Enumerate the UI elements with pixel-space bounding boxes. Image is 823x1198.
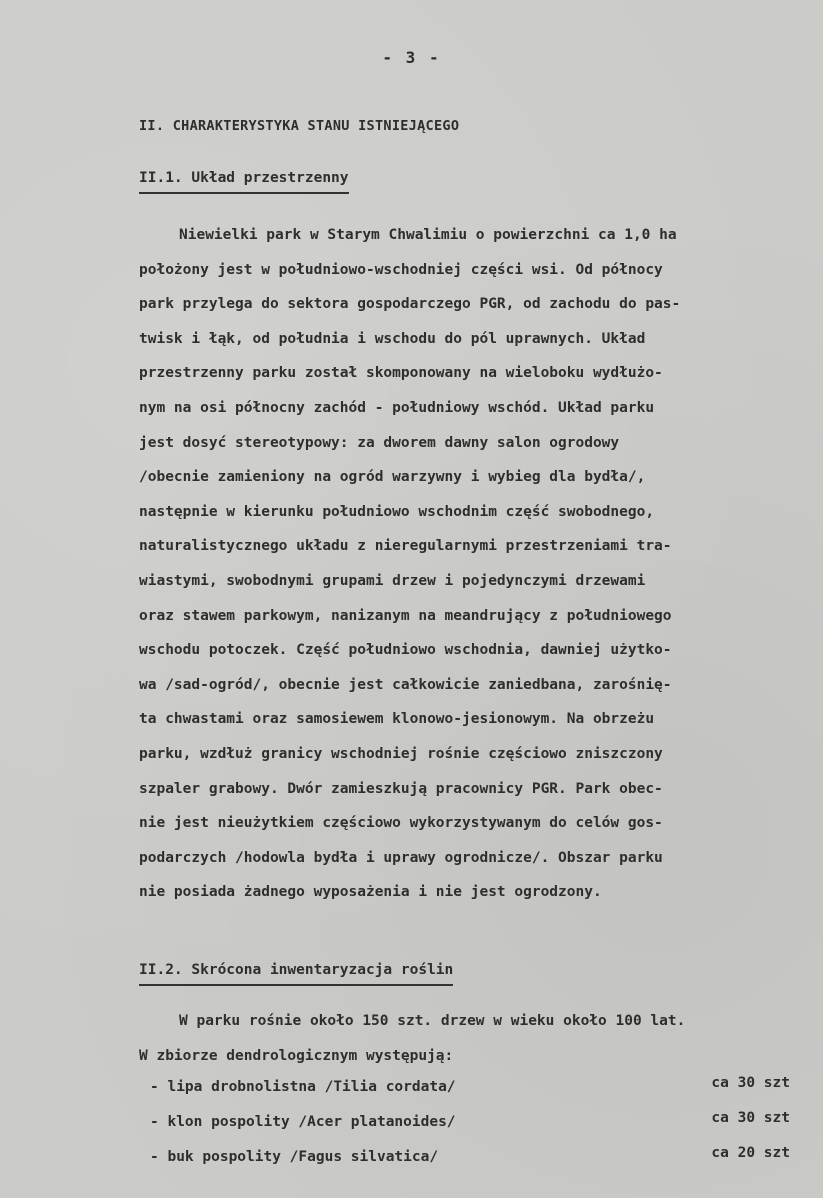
text-line: nym na osi północny zachód - południowy wschód. Układ parku (139, 399, 655, 416)
species-list (150, 1075, 790, 1180)
text-line: parku, wzdłuż granicy wschodniej rośnie częściowo zniszczony (139, 745, 663, 762)
species-name: - klon pospolity /Acer platanoides/ (150, 1114, 456, 1130)
species-quantity: ca 20 szt (711, 1145, 790, 1161)
text-line: W parku rośnie około 150 szt. drzew w wieku około 100 lat. (179, 1013, 686, 1029)
text-line: /obecnie zamieniony na ogród warzywny i wybieg dla bydła/, (139, 469, 646, 486)
section-2-heading (139, 962, 453, 986)
text-line: przestrzenny parku został skomponowany na wieloboku wydłużo- (139, 365, 663, 382)
section-2-title: II.2. Skrócona inwentaryzacja roślin (139, 962, 453, 986)
text-line: ta chwastami oraz samosiewem klonowo-jesionowym. Na obrzeżu (139, 711, 655, 728)
species-item (150, 1110, 790, 1145)
species-name: - lipa drobnolistna /Tilia cordata/ (150, 1079, 456, 1095)
species-quantity: ca 30 szt (711, 1110, 790, 1126)
text-line: nie posiada żadnego wyposażenia i nie jest ogrodzony. (139, 884, 602, 901)
text-line: twisk i łąk, od południa i wschodu do pól uprawnych. Układ (139, 330, 646, 347)
text-line: naturalistycznego układu z nieregularnymi przestrzeniami tra- (139, 538, 672, 555)
text-line: położony jest w południowo-wschodniej części wsi. Od północy (139, 261, 663, 278)
species-name: - buk pospolity /Fagus silvatica/ (150, 1149, 439, 1165)
text-line: oraz stawem parkowym, nanizanym na meandrujący z południowego (139, 607, 672, 624)
chapter-title: II. CHARAKTERYSTYKA STANU ISTNIEJĄCEGO (139, 118, 460, 134)
page-number: - 3 - (382, 48, 441, 67)
species-item (150, 1145, 790, 1180)
section-1-title: II.1. Układ przestrzenny (139, 170, 349, 194)
species-quantity: ca 30 szt (711, 1075, 790, 1091)
text-line: wiastymi, swobodnymi grupami drzew i pojedynczymi drzewami (139, 572, 646, 589)
text-line: jest dosyć stereotypowy: za dworem dawny salon ogrodowy (139, 434, 620, 451)
text-line: W zbiorze dendrologicznym występują: (139, 1047, 454, 1064)
text-line: następnie w kierunku południowo wschodnim część swobodnego, (139, 503, 655, 520)
text-line: Niewielki park w Starym Chwalimiu o powierzchni ca 1,0 ha (179, 227, 677, 243)
text-line: nie jest nieużytkiem częściowo wykorzystywanym do celów gos- (139, 815, 663, 832)
text-line: wschodu potoczek. Część południowo wschodnia, dawniej użytko- (139, 642, 672, 659)
text-line: podarczych /hodowla bydła i uprawy ogrodnicze/. Obszar parku (139, 849, 663, 866)
text-line: szpaler grabowy. Dwór zamieszkują pracownicy PGR. Park obec- (139, 780, 663, 797)
text-line: park przylega do sektora gospodarczego PGR, od zachodu do pas- (139, 296, 681, 313)
section-2-body (139, 1004, 791, 1073)
section-1-body (139, 218, 791, 910)
text-line: wa /sad-ogród/, obecnie jest całkowicie zaniedbana, zarośnię- (139, 676, 672, 693)
section-1-heading (139, 170, 349, 194)
species-item (150, 1075, 790, 1110)
